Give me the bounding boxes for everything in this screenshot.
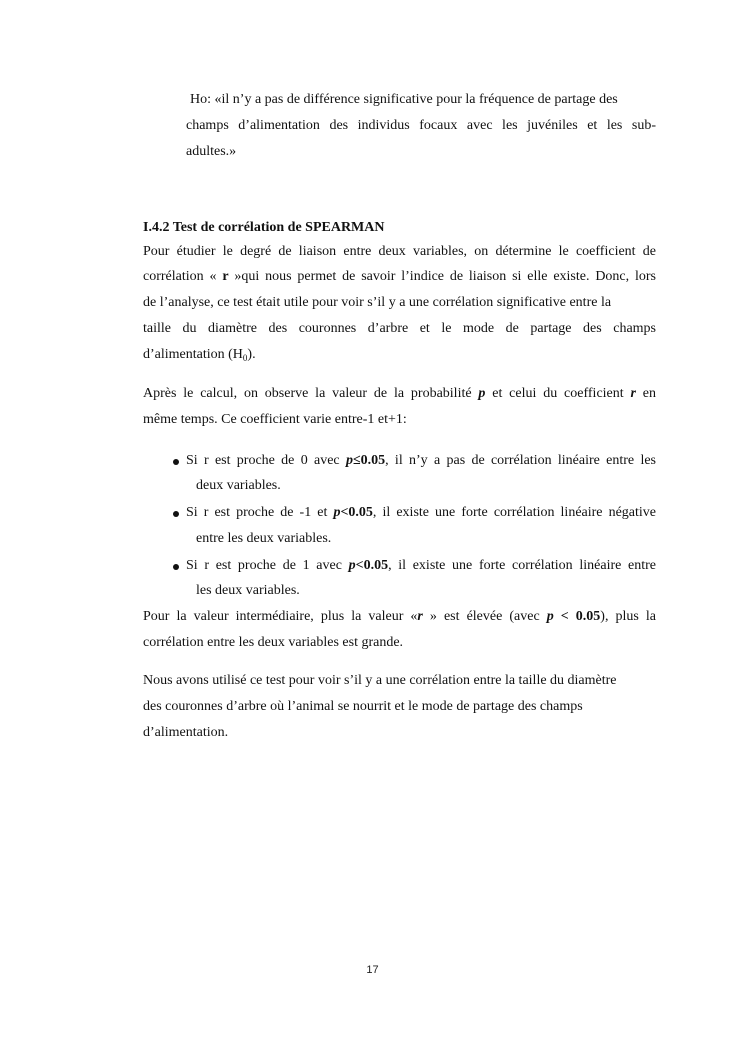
bullet-3-line-2: les deux variables.	[196, 583, 300, 598]
p3-text-a: Pour la valeur intermédiaire, plus la valeur «	[143, 609, 418, 624]
bullet-1-line-2: deux variables.	[196, 478, 281, 493]
page-number: 17	[366, 964, 379, 976]
b2-threshold: <0.05	[340, 505, 373, 520]
bullet-2-line-2: entre les deux variables.	[196, 531, 332, 546]
paragraph-2-line-1	[143, 385, 656, 403]
probability-p: p	[478, 386, 486, 401]
p2-l1-text-a: Après le calcul, on observe la valeur de la probabilité	[143, 386, 479, 401]
b1-text-a: Si r est proche de 0 avec	[186, 453, 346, 468]
p3-threshold: < 0.05	[553, 609, 601, 624]
b2-text-b: , il existe une forte corrélation linéaire négative	[372, 505, 656, 520]
paragraph-1-line-1: Pour étudier le degré de liaison entre deux variables, on détermine le coefficient de	[143, 244, 656, 259]
hypothesis-line-2: champs d’alimentation des individus focaux avec les juvéniles et les sub-	[186, 118, 656, 133]
p2-l1-text-c: en	[635, 386, 657, 401]
b3-threshold: <0.05	[355, 558, 389, 573]
bullet-1-line-1	[186, 452, 656, 470]
paragraph-1-line-3: de l’analyse, ce test était utile pour voir s’il y a une corrélation significative entre la	[143, 295, 612, 310]
section-heading: I.4.2 Test de corrélation de SPEARMAN	[143, 220, 385, 235]
paragraph-4-line-3: d’alimentation.	[143, 725, 229, 740]
b3-p: p	[348, 558, 356, 573]
paragraph-1-line-5	[143, 346, 256, 364]
paragraph-2-line-2: même temps. Ce coefficient varie entre-1 et+1:	[143, 412, 407, 427]
b1-threshold: ≤0.05	[352, 453, 386, 468]
bullet-3-line-1	[186, 557, 656, 575]
b2-p: p	[333, 505, 341, 520]
bullet-dot-1	[173, 459, 179, 465]
p1-l5-text-b: ).	[247, 347, 256, 362]
p3-r: r	[417, 609, 423, 624]
coefficient-r: r	[222, 269, 229, 284]
paragraph-1-line-2	[143, 268, 656, 286]
paragraph-3-line-1	[143, 608, 656, 626]
coefficient-r-italic: r	[630, 386, 636, 401]
bullet-2-line-1	[186, 504, 656, 522]
paragraph-1-line-4: taille du diamètre des couronnes d’arbre et le mode de partage des champs	[143, 321, 656, 336]
bullet-dot-3	[173, 564, 179, 570]
b1-p: p	[345, 453, 353, 468]
b1-text-b: , il n’y a pas de corrélation linéaire entre les	[385, 453, 656, 468]
h0-subscript: 0	[242, 353, 248, 363]
b2-text-a: Si r est proche de -1 et	[186, 505, 334, 520]
b3-text-b: , il existe une forte corrélation linéaire entre	[388, 558, 656, 573]
p3-text-b: » est élevée (avec	[422, 609, 547, 624]
p1-l5-text-a: d’alimentation (H	[143, 347, 243, 362]
paragraph-4-line-2: des couronnes d’arbre où l’animal se nourrit et le mode de partage des champs	[143, 699, 583, 714]
hypothesis-line-1: Ho: «il n’y a pas de différence significative pour la fréquence de partage des	[190, 92, 618, 107]
b3-text-a: Si r est proche de 1 avec	[186, 558, 349, 573]
p1-l2-text-a: corrélation «	[143, 269, 223, 284]
p1-l2-text-b: »qui nous permet de savoir l’indice de liaison si elle existe. Donc, lors	[228, 269, 656, 284]
p3-text-c: ), plus la	[600, 609, 656, 624]
p3-p: p	[546, 609, 554, 624]
paragraph-4-line-1: Nous avons utilisé ce test pour voir s’il y a une corrélation entre la taille du diamètre	[143, 673, 617, 688]
p2-l1-text-b: et celui du coefficient	[485, 386, 631, 401]
paragraph-3-line-2: corrélation entre les deux variables est grande.	[143, 635, 404, 650]
hypothesis-line-3: adultes.»	[186, 144, 237, 159]
bullet-dot-2	[173, 511, 179, 517]
